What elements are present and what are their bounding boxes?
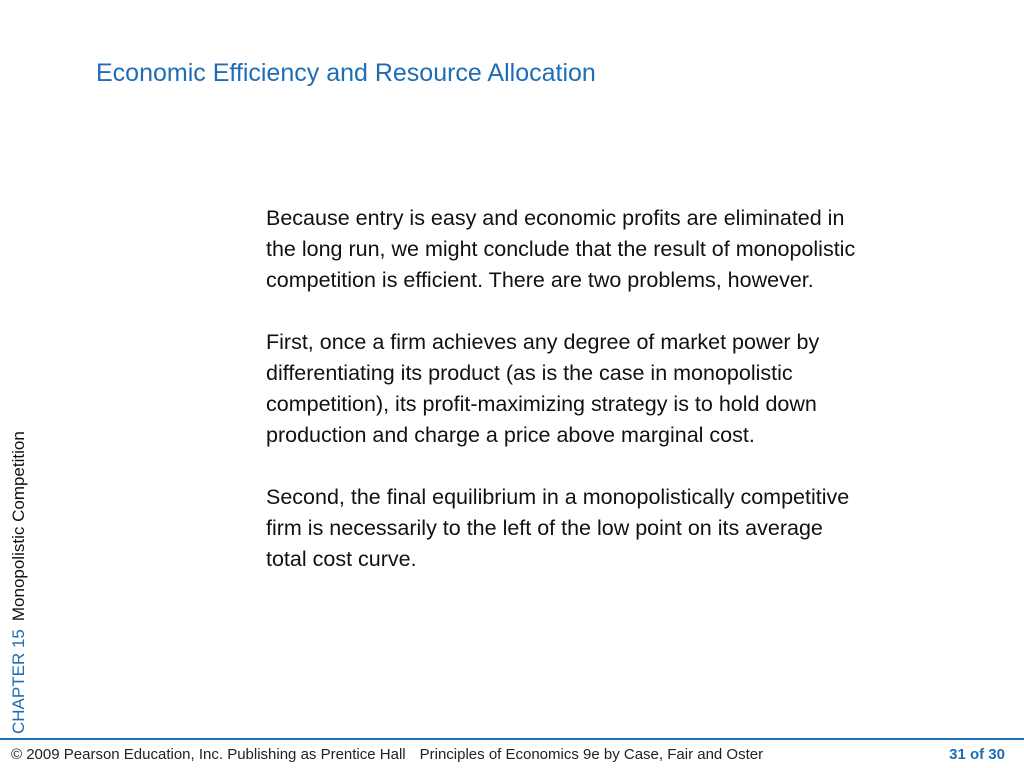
footer-book-title: Principles of Economics 9e by Case, Fair and Oster [419, 746, 764, 763]
chapter-side-label [8, 431, 30, 734]
slide-title: Economic Efficiency and Resource Allocation [96, 59, 596, 87]
chapter-topic: Monopolistic Competition [9, 431, 28, 622]
chapter-number: CHAPTER 15 [9, 629, 28, 734]
footer-divider [0, 738, 1024, 740]
footer-copyright: © 2009 Pearson Education, Inc. Publishing as Prentice Hall [11, 746, 406, 763]
footer-credits [11, 746, 763, 763]
body-paragraph: First, once a firm achieves any degree of market power by differentiating its product (as is the case in monopolistic competition), its profit-maximizing strategy is to hold down production and charge a price above marginal cost. [266, 330, 820, 447]
body-paragraph: Because entry is easy and economic profits are eliminated in the long run, we might conclude that the result of monopolistic competition is efficient. There are two problems, however. [266, 206, 856, 292]
body-paragraph: Second, the final equilibrium in a monopolistically competitive firm is necessarily to the left of the low point on its average total cost curve. [266, 485, 850, 571]
slide-body [266, 203, 866, 606]
page-number: 31 of 30 [949, 746, 1005, 763]
